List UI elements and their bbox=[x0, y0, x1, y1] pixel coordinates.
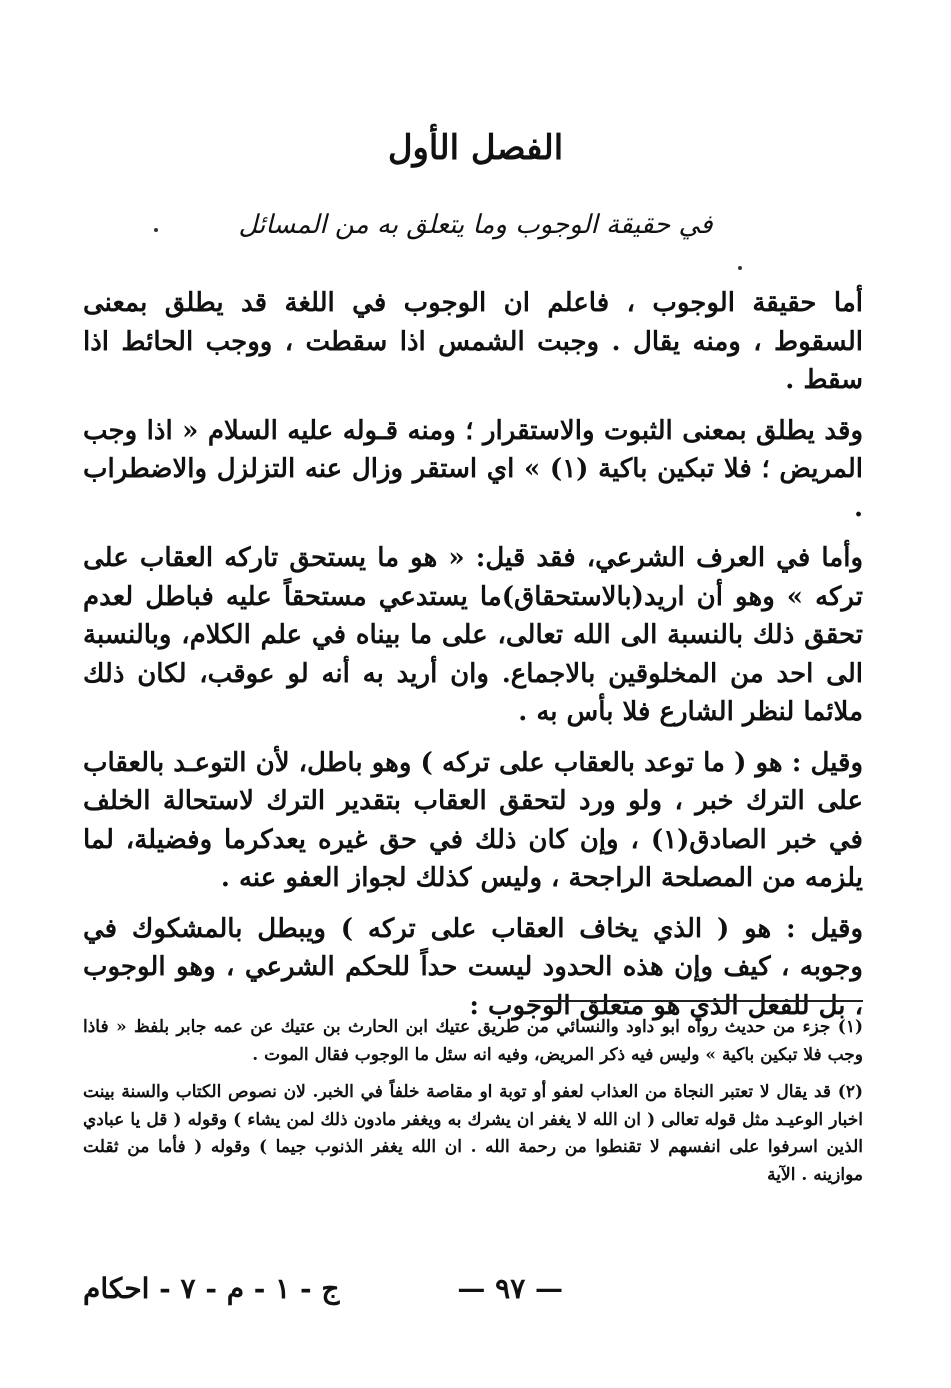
paragraph: وقيل : هو ( الذي يخاف العقاب على تركه ) ويبطل بالمشكوك في وجوبه ، كيف وإن هذه الحدود ليست حداً للحكم الشرعي ، وهو الوجوب ، بل للفعل الذي هو متعلق الوجوب : bbox=[83, 913, 863, 1021]
paragraph: أما حقيقة الوجوب ، فاعلم ان الوجوب في اللغة قد يطلق بمعنى السقوط ، ومنه يقال . وجبت الشمس اذا سقطت ، ووجب الحائط اذا سقط . bbox=[83, 288, 863, 395]
paragraph: وقيل : هو ( ما توعد بالعقاب على تركه ) وهو باطل، لأن التوعـد بالعقاب على الترك خبر ، ولو ورد لتحقق العقاب بتقدير الترك لاستحالة الخلف في خبر الصادق(١) ، وإن كان ذلك في حق غيره يعدكرما وفضيلة، لما يلزمه من المصلحة الراجحة ، وليس كذلك لجواز العفو عنه . bbox=[83, 747, 863, 893]
footnotes bbox=[83, 1014, 863, 1199]
footnote-separator bbox=[529, 1000, 863, 1002]
paragraph: وأما في العرف الشرعي، فقد قيل: « هو ما يستحق تاركه العقاب على تركه » وهو أن اريد(بالاستحقاق)ما يستدعي مستحقاً عليه فباطل لعدم تحقق ذلك بالنسبة الى الله تعالى، على ما بيناه في علم الكلام، وبالنسبة الى احد من المخلوقين بالاجماع. وان أريد به أنه لو عوقب، لكان ذلك ملائما لنظر الشارع فلا بأس به . bbox=[83, 543, 863, 727]
footnote: (١) جزء من حديث رواه ابو داود والنسائي من طريق عتيك ابن الحارث بن عتيك عن عمه جابر بلفظ « فاذا وجب فلا تبكين باكية » وليس فيه ذكر المريض، وفيه انه سئل ما الوجوب فقال الموت . bbox=[83, 1017, 863, 1065]
footnote: (٢) قد يقال لا تعتبر النجاة من العذاب لعفو أو توبة او مقاصة خلفاً في الخبر. لان نصوص الكتاب والسنة بينت اخبار الوعيـد مثل قوله تعالى ( ان الله لا يغفر ان يشرك به ويغفر مادون ذلك لمن يشاء ) وقوله ( قل يا عبادي الذين اسرفوا على انفسهم لا تقنطوا من رحمة الله . ان الله يغفر الذنوب جيما ) وقوله ( فأما من ثقلت موازينه . الآية bbox=[83, 1082, 863, 1185]
body-text bbox=[83, 284, 863, 1037]
page-footer bbox=[83, 1264, 863, 1314]
chapter-subtitle: في حقيقة الوجوب وما يتعلق به من المسائل bbox=[238, 210, 713, 240]
page-number: — ٩٧ — bbox=[457, 1272, 563, 1305]
printer-signature: ج - ١ - م - ٧ - احكام bbox=[83, 1272, 340, 1305]
stray-mark bbox=[154, 228, 158, 232]
chapter-title: الفصل الأول bbox=[387, 128, 564, 168]
paragraph: وقد يطلق بمعنى الثبوت والاستقرار ؛ ومنه قـوله عليه السلام « اذا وجب المريض ؛ فلا تبكين باكية (١) » اي استقر وزال عنه التزلزل والاضطراب . bbox=[83, 415, 864, 523]
stray-mark bbox=[738, 266, 742, 270]
